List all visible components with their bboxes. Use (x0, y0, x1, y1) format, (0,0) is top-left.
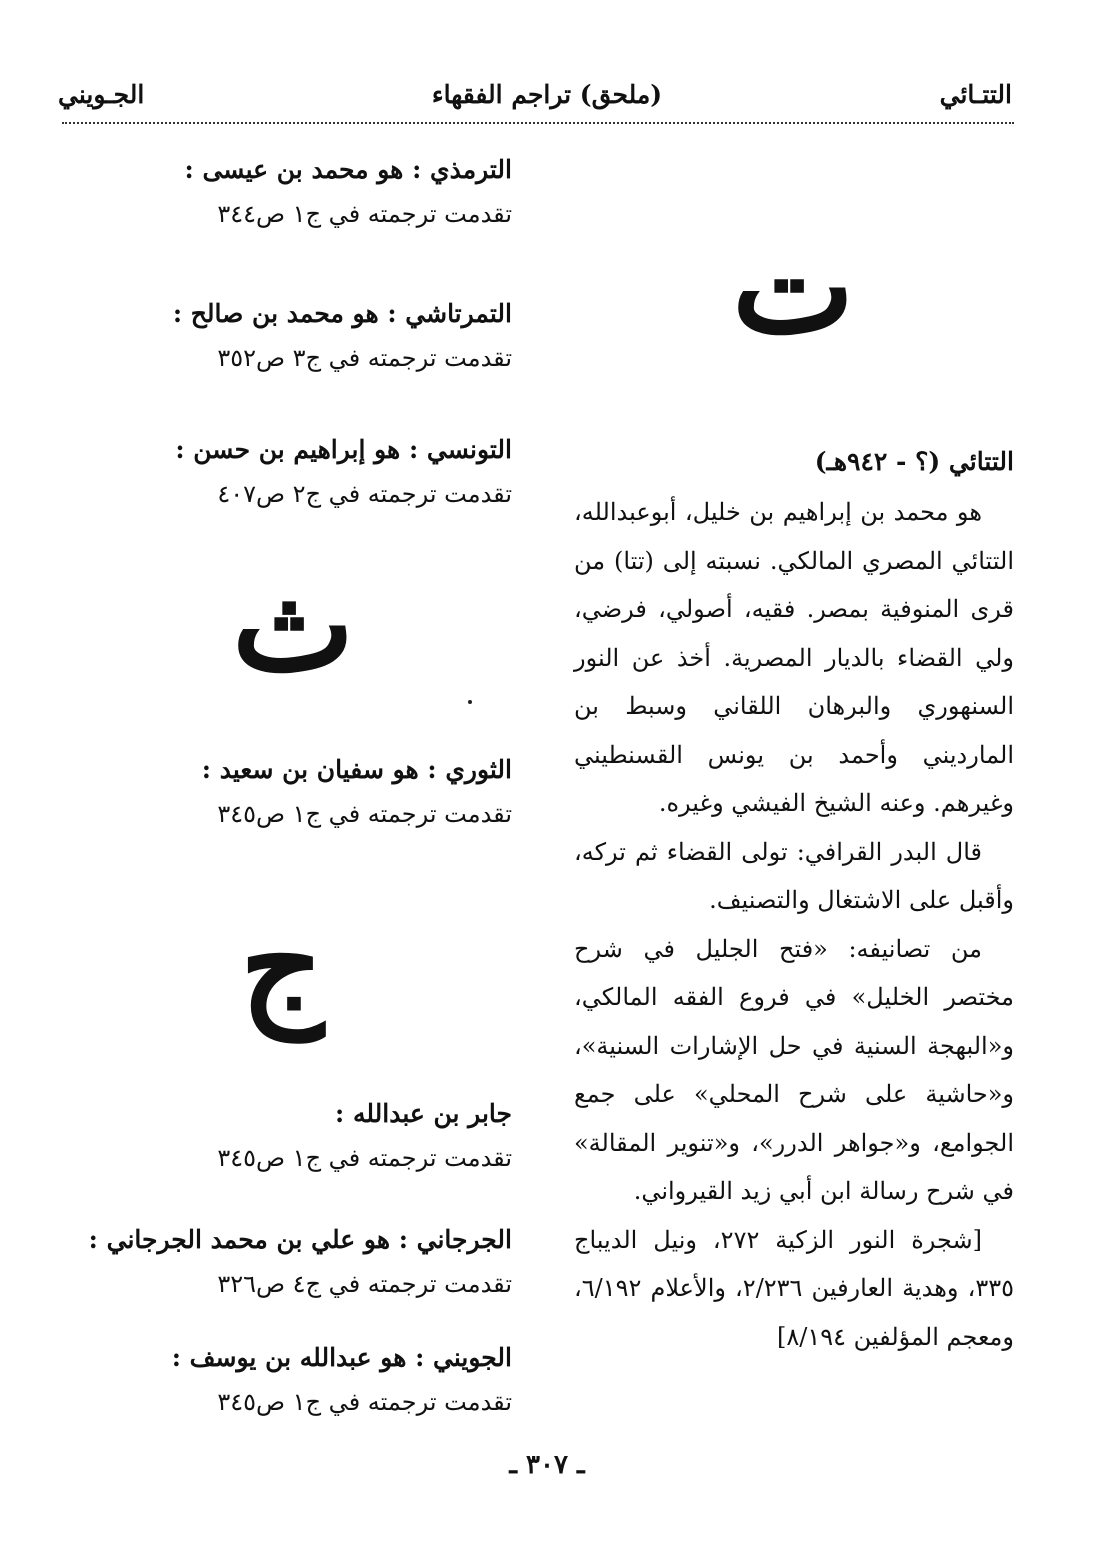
biography-column (574, 440, 1014, 1361)
entry-reference: تقدمت ترجمته في ج١ ص٣٤٤ (217, 200, 512, 228)
section-letter-ta: ت (732, 210, 855, 363)
entry-name: الثوري : هو سفيان بن سعيد : (201, 755, 512, 784)
biography-title: التتائي (؟ - ٩٤٢هـ) (814, 447, 1014, 476)
header-dotted-rule (62, 122, 1014, 124)
entry-reference: تقدمت ترجمته في ج٣ ص٣٥٢ (217, 344, 512, 372)
print-speck (468, 700, 472, 704)
page-number: ـ ٣٠٧ ـ (509, 1450, 585, 1480)
list-item (88, 1218, 512, 1306)
entry-reference: تقدمت ترجمته في ج٤ ص٣٢٦ (217, 1270, 512, 1298)
running-header-title: (ملحق) تراجم الفقهاء (431, 80, 663, 109)
entry-reference: تقدمت ترجمته في ج٢ ص٤٠٧ (217, 480, 512, 508)
entry-reference: تقدمت ترجمته في ج١ ص٣٤٥ (217, 800, 512, 828)
entry-name: الجويني : هو عبدالله بن يوسف : (171, 1343, 512, 1372)
list-item (120, 428, 512, 516)
entry-name: الترمذي : هو محمد بن عيسى : (184, 155, 512, 184)
entry-name: التونسي : هو إبراهيم بن حسن : (175, 435, 512, 464)
list-item (120, 148, 512, 236)
list-item (120, 1336, 512, 1424)
running-header-right: التتـائي (939, 80, 1012, 109)
entry-name: جابر بن عبدالله : (335, 1099, 512, 1128)
list-item (120, 292, 512, 380)
section-letter-jim: ج (240, 888, 324, 1041)
list-item (120, 1092, 512, 1180)
entry-reference: تقدمت ترجمته في ج١ ص٣٤٥ (217, 1144, 512, 1172)
running-header-left: الجـويني (58, 80, 145, 109)
section-letter-tha: ث (232, 548, 355, 701)
sources-paragraph: [شجرة النور الزكية ٢٧٢، ونيل الديباج ٣٣٥، وهدية العارفين ٢/٢٣٦، والأعلام ٦/١٩٢، ومعجم المؤلفين ٨/١٩٤] (574, 1225, 1014, 1351)
biography-paragraph: هو محمد بن إبراهيم بن خليل، أبوعبدالله، التتائي المصري المالكي. نسبته إلى (تتا) من قرى المنوفية بمصر. فقيه، أصولي، فرضي، ولي القضاء بالديار المصرية. أخذ عن النور السنهوري والبرهان اللقاني وسبط بن المارديني وأحمد بن يونس القسنطيني وغيرهم. وعنه الشيخ الفيشي وغيره. (574, 498, 1014, 817)
biography-paragraph: من تصانيفه: «فتح الجليل في شرح مختصر الخليل» في فروع الفقه المالكي، و«البهجة السنية في حل الإشارات السنية»، و«حاشية على شرح المحلي» على جمع الجوامع، و«جواهر الدرر»، و«تنوير المقالة» في شرح رسالة ابن أبي زيد القيرواني. (574, 934, 1014, 1205)
entry-name: الجرجاني : هو علي بن محمد الجرجاني : (88, 1225, 512, 1254)
entry-reference: تقدمت ترجمته في ج١ ص٣٤٥ (217, 1388, 512, 1416)
entry-name: التمرتاشي : هو محمد بن صالح : (172, 299, 512, 328)
biography-paragraph: قال البدر القرافي: تولى القضاء ثم تركه، وأقبل على الاشتغال والتصنيف. (574, 837, 1014, 914)
list-item (120, 748, 512, 836)
